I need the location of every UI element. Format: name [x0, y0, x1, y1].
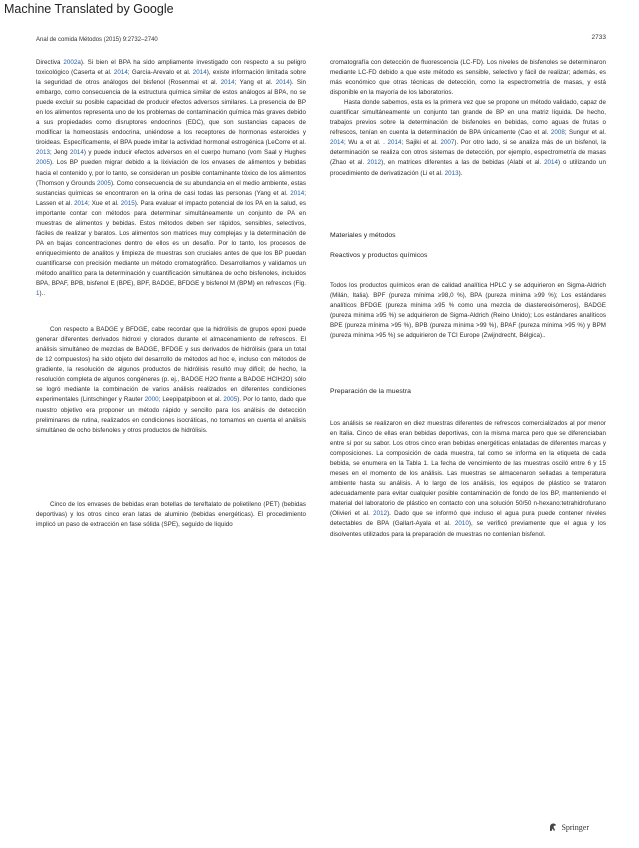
citation-link[interactable]: 2014	[275, 79, 290, 87]
springer-horse-icon	[548, 822, 558, 832]
citation-link[interactable]: 2015	[120, 199, 135, 207]
citation-link[interactable]: 2007	[440, 139, 455, 147]
running-head: Anal de comida Métodos (2015) 9:2732–2740	[36, 37, 158, 43]
subsection-heading-sample-prep: Preparación de la muestra	[330, 387, 411, 395]
citation-link[interactable]: 2014	[330, 139, 344, 147]
citation-link[interactable]: 2005	[96, 179, 111, 187]
citation-link[interactable]: 2008	[550, 129, 565, 137]
citation-link[interactable]: 2013	[36, 149, 50, 157]
citation-link[interactable]: 2014	[113, 69, 128, 77]
citation-link[interactable]: 2014	[192, 69, 207, 77]
citation-link[interactable]: 2014	[544, 159, 559, 167]
citation-link[interactable]: 2013	[444, 169, 459, 177]
citation-link[interactable]: 2000	[144, 396, 159, 404]
citation-link[interactable]: 2010	[454, 520, 469, 528]
subsection-heading-reagents: Reactivos y productos químicos	[330, 251, 428, 259]
paragraph-intro: Directiva 2002a). Si bien el BPA ha sido ampliamente investigado con respecto a su peligro toxicológico (Caserta et al. 2014; García-Arevalo et al. 2014), existe información limitada sobre la seguridad de otros análogos del bisfenol (Rosenmai et al. 2014; Yang et al. 2014). Sin embargo, como consecuencia de la estructura química similar de estos análogos al BPA, no se puede excluir su posible capacidad de producir efectos adversos similares. La presencia de BP en los alimentos representa uno de los problemas de contaminación química más graves debido a sus propiedades como disruptores endocrinos (EDC), que son sustancias capaces de modificar la homeostasis endocrina, uniéndose a los receptores de hormonas esteroides y tiroideas. Específicamente, el BPA puede imitar la actividad hormonal estrogénica (LeCorre et al. 2013; Jeng 2014) y puede inducir efectos adversos en el cuerpo humano (vom Saal y Hughes 2005). Los BP pueden migrar debido a la lixiviación de los envases de alimentos y bebidas hacia el contenido y, por lo tanto, se consideran un posible contaminante tóxico de los alimentos (Thomson y Grounds 2005). Como consecuencia de su abundancia en el medio ambiente, estas sustancias químicas se encontraron en la orina de casi todas las personas (Yang et al. 2014; Lassen et al. 2014; Xue et al. 2015). Para evaluar el impacto potencial de los PA en la salud, es importante contar con métodos para determinar simultáneamente un conjunto de PA en muestras de alimentos y bebidas. Estos métodos deben ser rápidos, sensibles, selectivos, fáciles de realizar y baratos. Los alimentos son matrices muy complejas y la determinación de PA en bajas concentraciones dentro de ellos es un desafío. Por lo tanto, los procesos de enriquecimiento de analitos y limpieza de muestras son cruciales antes de que los BP puedan cuantificarse con precisión mediante un método cromatográfico. Desarrollamos y validamos un método analítico para la determinación y cuantificación simultánea de ocho bisfenoles, incluidos BPA, BPAF, BPB, bisfenol E (BPE), BPF, BADGE, BFDGE y bisfenol M (BPM) en refrescos (Fig. 1)..	[36, 59, 306, 298]
paragraph-lcfd: cromatografía con detección de fluorescencia (LC-FD). Los niveles de bisfenoles se determinaron mediante LC-FD debido a que este método es sensible, selectivo y fácil de realizar; además, es más económico que otras técnicas de detección, como la espectrometría de masas, y está disponible en la mayoría de los laboratorios.	[330, 59, 606, 97]
citation-link[interactable]: 2005	[36, 159, 50, 167]
paragraph-sample-prep: Los análisis se realizaron en diez muestras diferentes de refrescos comercializados al por menor en Italia. Cinco de ellas eran bebidas deportivas, con la misma marca pero que se diferenciaban entre sí por su sabor. Los otros cinco eran bebidas energéticas enlatadas de diferentes marcas y composiciones. La composición de cada muestra, tal como se informa en la etiqueta de cada bebida, se enumera en la Tabla 1. La fecha de vencimiento de las muestras osciló entre 6 y 15 meses en el momento de los análisis. Las muestras se almacenaron selladas a temperatura ambiente hasta su análisis. A lo largo de los análisis, los equipos de plástico se trataron adecuadamente para evitar cualquier posible contaminación de fondo de los BP, manteniendo el material del laboratorio de plástico en contacto con una solución 50/50 n-hexano:tetrahidrofurano (Olivieri et al. 2012). Dado que se informó que incluso el agua pura puede contener niveles detectables de BPA (Gallart-Ayala et al. 2010), se verificó previamente que el agua y los disolventes utilizados para la preparación de muestras no contenían bisfenol.	[330, 419, 606, 538]
left-column	[36, 58, 306, 530]
paragraph-samples: Cinco de los envases de bebidas eran botellas de tereftalato de polietileno (PET) (bebidas deportivas) y los otros cinco eran latas de aluminio (bebidas energéticas). El procedimiento implicó un paso de extracción en fase sólida (SPE), seguido de líquido	[36, 500, 306, 528]
citation-link[interactable]: 2002a	[63, 59, 81, 66]
citation-link[interactable]: 2014	[74, 199, 89, 207]
citation-link[interactable]: 2012	[373, 510, 388, 518]
citation-link[interactable]: 2014	[220, 79, 235, 87]
citation-link[interactable]: 2012	[367, 159, 382, 167]
citation-link[interactable]: 2014	[69, 149, 84, 157]
paragraph-reagents: Todos los productos químicos eran de calidad analítica HPLC y se adquirieron en Sigma-Aldrich (Milán, Italia). BPF (pureza mínima ≥98,0 %), BPA (pureza mínima ≥99 %); Los estándares analíticos BFDGE (pureza mínima ≥95 % como una mezcla de diastereoisómeros), BADGE (pureza mínima ≥95 %) se adquirieron de Sigma-Aldrich (Reino Unido); Los estándares analíticos BPE (pureza mínima >95 %), BPB (pureza mínima >99 %), BPAF (pureza mínima >95 %) y BPM (pureza mínima >95 %) se adquirieron de TCI Europe (Zwijndrecht, Bélgica)..	[330, 281, 606, 339]
citation-link[interactable]: 2014	[387, 139, 402, 147]
right-column	[330, 58, 606, 540]
figure-link[interactable]: 1	[36, 290, 40, 298]
publisher-name: Springer	[561, 822, 589, 832]
page-number: 2733	[591, 34, 606, 41]
section-heading-materials: Materiales y métodos	[330, 231, 396, 239]
paragraph-novelty: Hasta donde sabemos, esta es la primera vez que se propone un método validado, capaz de cuantificar simultáneamente un conjunto tan grande de BP en una matriz líquida. De hecho, trabajos previos sobre la determinación de bisfenoles en bebidas, como aguas de frutas o refrescos, tenían en cuenta la determinación de BPA únicamente (Cao et al. 2008; Sungur et al. 2014; Wu a et al. . 2014; Sajiki et al. 2007). Por otro lado, si se analiza más de un bisfenol, la determinación se realiza con otros sistemas de detección, por ejemplo, espectrometría de masas (Zhao et al. 2012), en matrices diferentes a las de bebidas (Alabi et al. 2014) o utilizando un procedimiento de derivatización (Li et al. 2013).	[330, 99, 606, 177]
publisher-logo	[548, 822, 589, 832]
citation-link[interactable]: 2005	[223, 396, 238, 404]
machine-translation-banner: Machine Translated by Google	[4, 2, 174, 16]
citation-link[interactable]: 2014	[290, 189, 305, 197]
paragraph-badge-bfdge: Con respecto a BADGE y BFDGE, cabe recordar que la hidrólisis de grupos epoxi puede generar diferentes derivados hidroxi y clorados durante el almacenamiento de refrescos. El análisis simultáneo de mezclas de BADGE, BFDGE y sus derivados de hidrólisis (para un total de 12 compuestos) ha sido objeto del desarrollo de métodos ad hoc e, incluso con métodos de gradiente, la resolución de algunos productos de hidrólisis resultó muy difícil; de hecho, la resolución completa de algunos congéneres (p. ej., BADGE H2O frente a BADGE HClH2O) sólo se logró mediante la combinación de varios análisis realizados en diferentes condiciones experimentales (Lintschinger y Rauter 2000; Leepipatpiboon et al. 2005). Por lo tanto, dado que nuestro objetivo era proponer un método rápido y sencillo para los análisis de detección preliminares de rutina, realizados en condiciones isocráticas, no tomamos en cuenta el análisis simultáneo de ocho bisfenoles y otros productos de hidrólisis.	[36, 326, 307, 434]
